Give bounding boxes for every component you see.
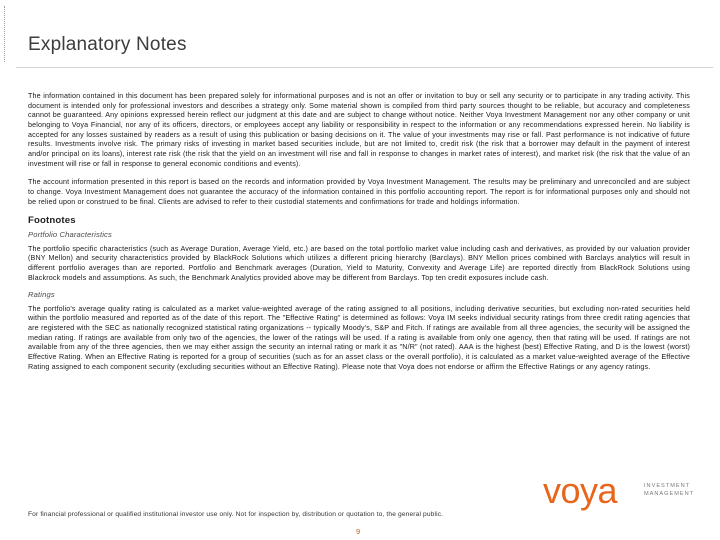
portfolio-characteristics-text: The portfolio specific characteristics (such as Average Duration, Average Yield, etc.) are based on the total portfolio market value including cash and derivatives, as provided by our valuation provider (BNY Mellon) and security characteristics provided by BlackRock Solutions which utilizes a different pricing hierarchy (Barclays). BNY Mellon prices combined with Barclays analytics will result in different portfolio averages than are reported. Portfolio and Benchmark averages (Duration, Yield to Maturity, Convexity and Average Life) are reported directly from BlackRock Solutions using Blackrock models and assumptions. As such, the Benchmark Analytics provided above may be different from Barclays. Top ten credit exposures include cash.	[28, 244, 690, 282]
logo-subtitle-line2: MANAGEMENT	[644, 491, 695, 497]
logo-subtitle	[644, 482, 694, 498]
disclaimer-paragraph: The information contained in this document has been prepared solely for informational purposes and is not an offer or invitation to buy or sell any security or to participate in any trading activity. This document is intended only for professional investors and describes a strategy only. Some material shown is compiled from third party sources thought to be reliable, but accuracy and completeness cannot be guaranteed. Any opinions expressed herein reflect our judgment at this date and are subject to change without notice. Neither Voya Investment Management nor any other company or unit belonging to Voya Financial, nor any of its officers, directors, or employees accept any liability or responsibility in respect to the information or any recommendations expressed herein. No liability is accepted for any losses sustained by readers as a result of using this publication or basing decisions on it. The value of your investments may rise or fall. Past performance is not indicative of future results. Investments involve risk. The primary risks of investing in market based securities include, but are not limited to, credit risk (the risk that a borrower may default in the payment of interest and/or principal on its loans), interest rate risk (the risk that the yield on an investment will rise and fall in response to changes in market rates of interest), and market risk (the risk that the value of an investment will rise or fall in response to general economic conditions and events).	[28, 92, 690, 168]
document-body	[28, 92, 690, 381]
footer-disclaimer: For financial professional or qualified institutional investor use only. Not for inspection by, distribution or quotation to, the general public.	[28, 511, 444, 518]
footnotes-heading: Footnotes	[28, 215, 76, 227]
ratings-text: The portfolio's average quality rating is calculated as a market value-weighted average of the rating assigned to all positions, including derivative securities, but excluding non-rated securities held within the portfolio measured and reported as of the date of this report. The "Effective Rating" is determined as follows: Voya IM seeks individual security ratings from three credit rating agencies that are registered with the SEC as nationally recognized statistical rating organizations -- typically Moody's, S&P and Fitch. If ratings are available from all three agencies, the security will be assigned the median rating. If ratings are available from only two of the agencies, the lower of the ratings will be used. If a rating is available from only one agency, then that rating will be used. If ratings are not available from any of the three agencies, then we may either assign the security an internal rating or mark it as "N/R" (not rated). AAA is the highest (best) Effective Rating, and D is the lowest (worst) Effective Rating. When an Effective Rating is reported for a group of securities (such as for an asset class or the overall portfolio), it is calculated as a market value-weighted average of the Effective Rating assigned to each component security (excluding securities without an Effective Rating). Please note that Voya does not endorse or affirm the Effective Ratings or any agency ratings.	[28, 304, 690, 371]
logo-subtitle-line1: INVESTMENT	[644, 483, 691, 489]
voya-wordmark: voya	[543, 470, 618, 511]
portfolio-characteristics-heading: Portfolio Characteristics	[28, 229, 112, 239]
ratings-heading: Ratings	[28, 290, 55, 300]
edge-dotted-line	[4, 6, 5, 62]
page-number: 9	[356, 527, 361, 536]
account-info-paragraph: The account information presented in this report is based on the records and information provided by Voya Investment Management. The results may be preliminary and unreconciled and are subject to change. Voya Investment Management does not guarantee the accuracy of the information contained in this portfolio accounting report. The report is for informational purposes only and should not be relied upon or construed to be final. Clients are advised to refer to their custodial statements and confirmations for trade and holdings information.	[28, 178, 690, 206]
title-divider	[16, 67, 713, 68]
page-title: Explanatory Notes	[28, 34, 187, 55]
voya-logo	[543, 470, 713, 511]
